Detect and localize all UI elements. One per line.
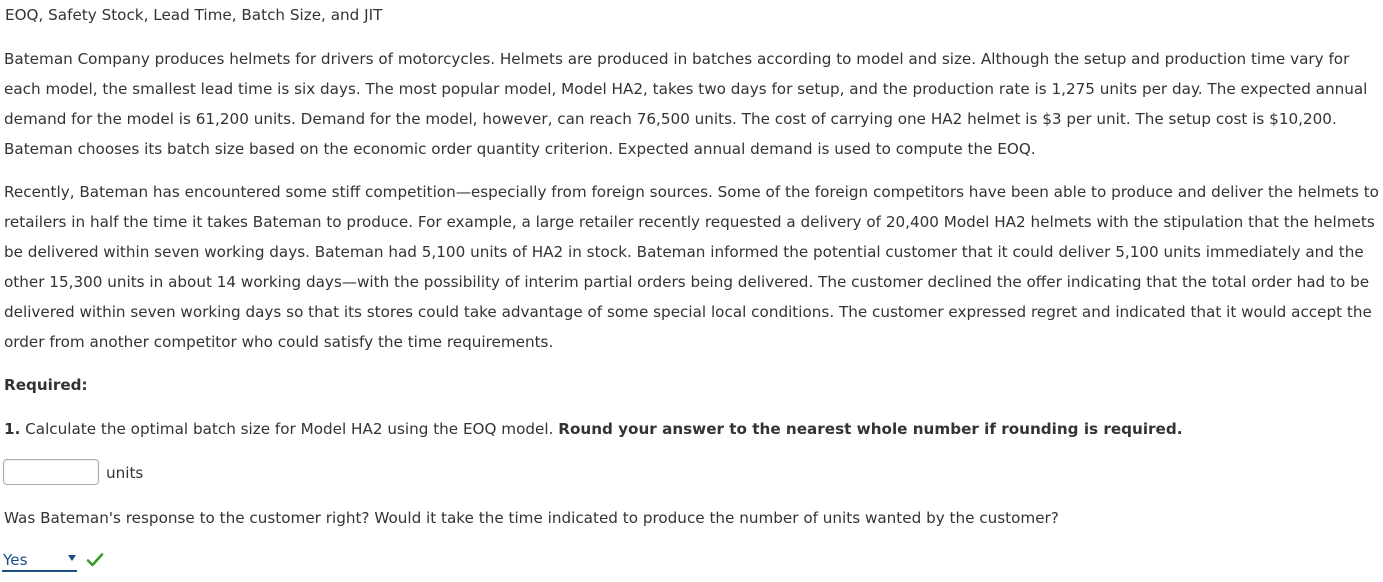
- problem-paragraph-2: Recently, Bateman has encountered some stiff competition—especially from foreign sources. Some of the foreign competitors have been able to produce and deliver the helmets to retailers in half the time it takes Bateman to produce. For example, a large retailer recently requested a delivery of 20,400 Model HA2 helmets with the stipulation that the helmets be delivered within seven working days. Bateman had 5,100 units of HA2 in stock. Bateman informed the potential customer that it could deliver 5,100 units immediately and the other 15,300 units in about 14 working days—with the possibility of interim partial orders being delivered. The customer declined the offer indicating that the total order had to be delivered within seven working days so that its stores could take advantage of some special local conditions. The customer expressed regret and indicated that it would accept the order from another competitor who could satisfy the time requirements.: [4, 183, 1379, 351]
- eoq-answer-input[interactable]: [3, 459, 99, 485]
- problem-paragraph-1: Bateman Company produces helmets for drivers of motorcycles. Helmets are produced in batches according to model and size. Although the setup and production time vary for each model, the smallest lead time is six days. The most popular model, Model HA2, takes two days for setup, and the production rate is 1,275 units per day. The expected annual demand for the model is 61,200 units. Demand for the model, however, can reach 76,500 units. The cost of carrying one HA2 helmet is $3 per unit. The setup cost is $10,200. Bateman chooses its batch size based on the economic order quantity criterion. Expected annual demand is used to compute the EOQ.: [4, 50, 1368, 158]
- check-icon: [86, 552, 104, 568]
- response-select[interactable]: [2, 550, 77, 572]
- question-1-text: Calculate the optimal batch size for Model HA2 using the EOQ model.: [25, 420, 554, 438]
- question-1: [4, 419, 1183, 439]
- problem-title: EOQ, Safety Stock, Lead Time, Batch Size, and JIT: [5, 6, 383, 24]
- question-1-number: 1.: [4, 420, 21, 438]
- chevron-down-icon: [68, 555, 76, 561]
- units-label: units: [106, 464, 144, 482]
- question-2-text: Was Bateman's response to the customer right? Would it take the time indicated to produce the number of units wanted by the customer?: [4, 509, 1059, 527]
- required-heading: Required:: [4, 376, 88, 394]
- question-1-instruction: Round your answer to the nearest whole number if rounding is required.: [558, 420, 1183, 438]
- response-select-value: Yes: [3, 551, 28, 569]
